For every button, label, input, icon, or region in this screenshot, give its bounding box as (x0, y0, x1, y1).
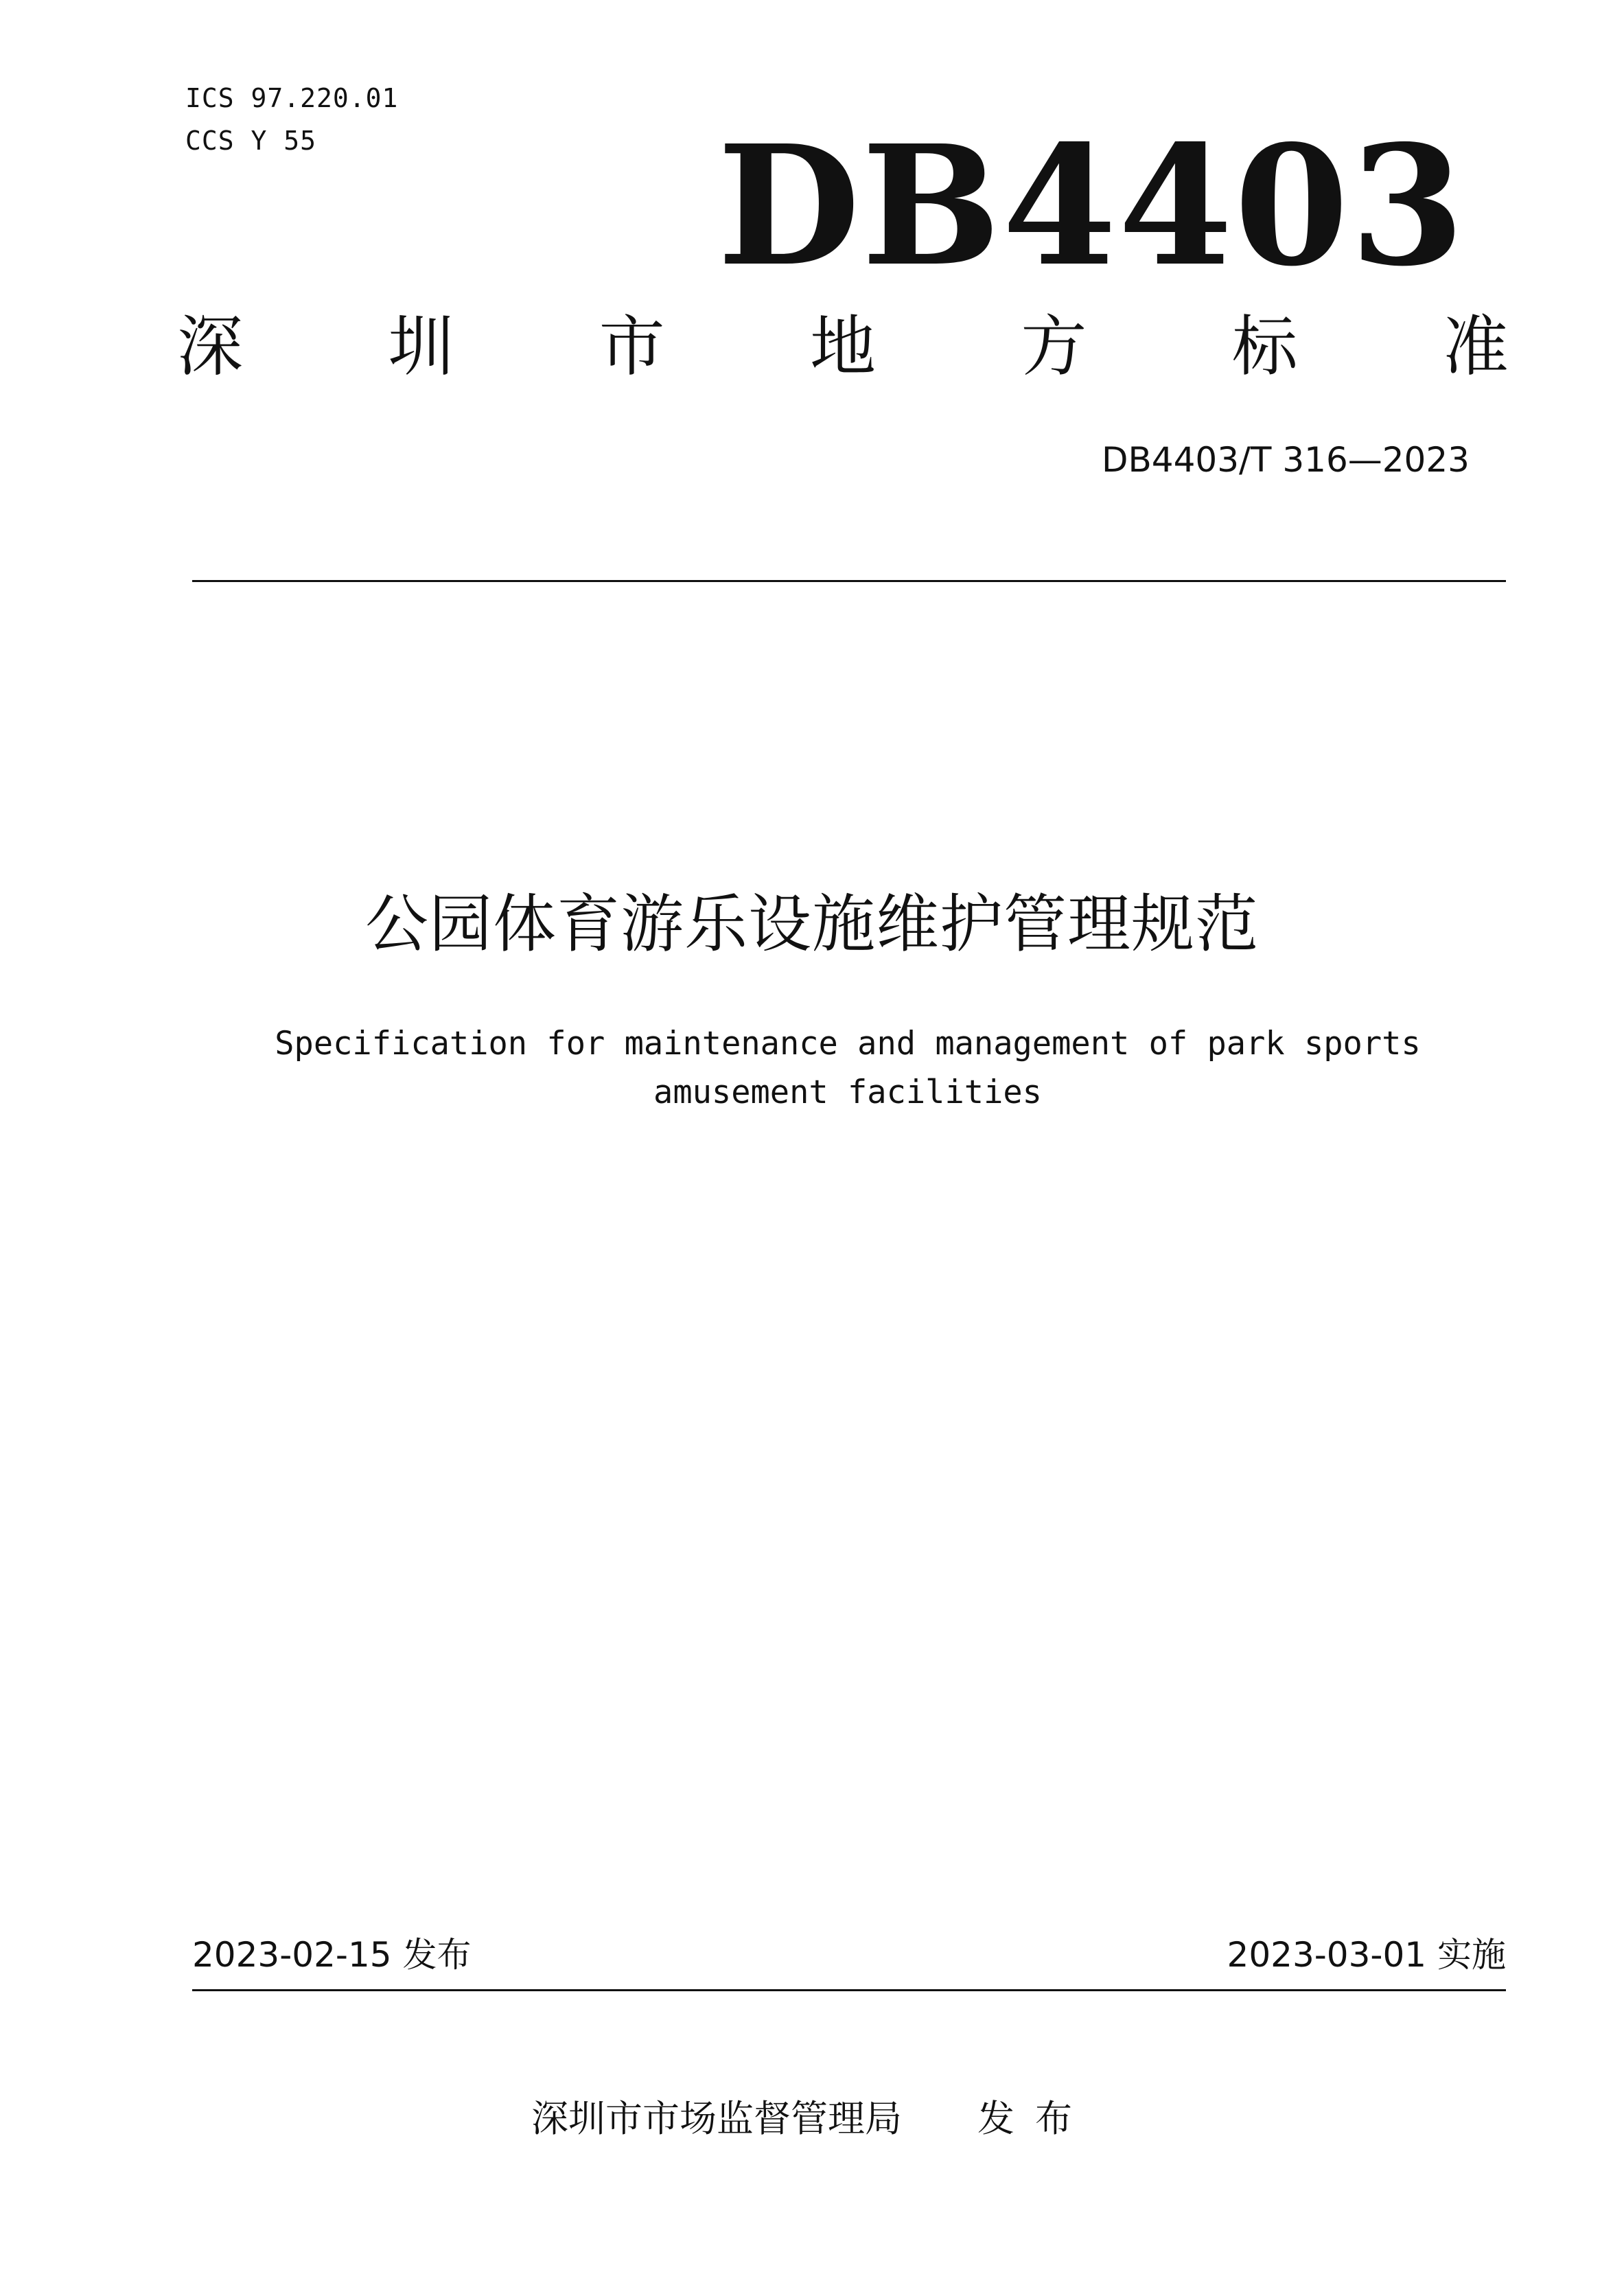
implementation-date: 2023-03-01 实施 (1227, 1935, 1506, 1975)
ics-code: ICS 97.220.01 (185, 83, 399, 113)
standard-type-char: 标 (1231, 308, 1298, 385)
publisher-name: 深圳市市场监督管理局 (531, 2097, 902, 2140)
document-title-cn: 公园体育游乐设施维护管理规范 (364, 888, 1259, 961)
standard-type-char: 圳 (388, 308, 454, 385)
publisher-action: 发布 (977, 2097, 1093, 2140)
standard-type-char: 地 (809, 308, 876, 385)
standard-type (177, 308, 1509, 386)
top-divider (192, 580, 1506, 582)
ccs-code: CCS Y 55 (185, 126, 317, 156)
standard-type-char: 准 (1442, 308, 1509, 385)
publisher-line (0, 2097, 1624, 2142)
bottom-divider (192, 1989, 1506, 1991)
standard-type-char: 方 (1021, 308, 1087, 385)
standard-type-char: 市 (599, 308, 665, 385)
standard-number: DB4403/T 316—2023 (1101, 440, 1470, 480)
classification-codes (185, 77, 398, 162)
standard-mark: DB4403 (717, 109, 1466, 303)
issue-date: 2023-02-15 发布 (192, 1935, 472, 1975)
standard-type-char: 深 (177, 308, 243, 385)
document-title-en: Specification for maintenance and management of park sports amusement facilities (275, 1025, 1421, 1111)
